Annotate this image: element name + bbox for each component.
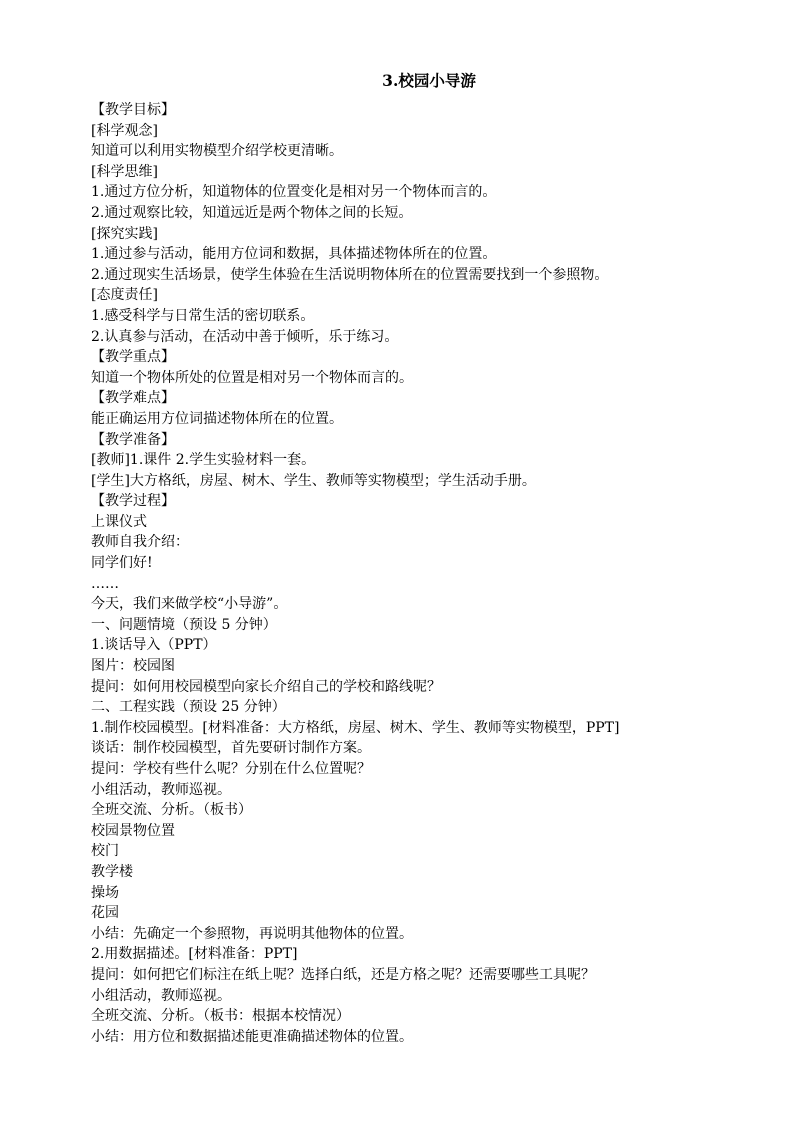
document-line: 全班交流、分析。（板书）: [91, 802, 252, 819]
document-line: 上课仪式: [91, 513, 147, 530]
document-line: 小组活动，教师巡视。: [91, 781, 231, 798]
document-line: [科学观念]: [91, 122, 158, 139]
document-line: 小结：先确定一个参照物，再说明其他物体的位置。: [91, 925, 413, 942]
document-line: [学生]大方格纸，房屋、树木、学生、教师等实物模型；学生活动手册。: [91, 472, 536, 489]
document-line: 操场: [91, 884, 119, 901]
document-line: 【教学过程】: [91, 493, 175, 510]
document-line: 校门: [91, 843, 119, 860]
document-line: 小结：用方位和数据描述能更准确描述物体的位置。: [91, 1028, 413, 1045]
document-line: [探究实践]: [91, 225, 158, 242]
document-line: 知道一个物体所处的位置是相对另一个物体而言的。: [91, 369, 413, 386]
document-line: 一、问题情境（预设 5 分钟）: [91, 616, 277, 633]
document-line: 小组活动，教师巡视。: [91, 987, 231, 1004]
document-line: 校园景物位置: [91, 822, 175, 839]
document-line: 谈话：制作校园模型，首先要研讨制作方案。: [91, 740, 371, 757]
document-line: 花园: [91, 905, 119, 922]
document-title: 3.校园小导游: [382, 71, 476, 90]
document-line: 【教学难点】: [91, 390, 175, 407]
document-line: ……: [91, 575, 119, 592]
document-line: 教学楼: [91, 863, 133, 880]
document-line: [态度责任]: [91, 287, 158, 304]
document-line: 1.通过参与活动，能用方位词和数据，具体描述物体所在的位置。: [91, 246, 497, 263]
document-line: 1.感受科学与日常生活的密切联系。: [91, 307, 315, 324]
document-line: 教师自我介绍：: [91, 534, 189, 551]
document-line: [科学思维]: [91, 163, 158, 180]
document-line: 1.制作校园模型。[材料准备：大方格纸，房屋、树木、学生、教师等实物模型，PPT]: [91, 719, 620, 736]
document-line: 提问：如何把它们标注在纸上呢？选择白纸，还是方格之呢？还需要哪些工具呢？: [91, 966, 595, 983]
document-line: 1.通过方位分析，知道物体的位置变化是相对另一个物体而言的。: [91, 184, 497, 201]
document-line: 1.谈话导入（PPT）: [91, 637, 217, 654]
document-line: 全班交流、分析。（板书：根据本校情况）: [91, 1008, 350, 1025]
document-line: 2.通过现实生活场景，使学生体验在生活说明物体所在的位置需要找到一个参照物。: [91, 266, 609, 283]
document-body: [91, 100, 721, 1047]
document-line: 提问：学校有些什么呢？分别在什么位置呢？: [91, 761, 371, 777]
document-line: 2.通过观察比较，知道远近是两个物体之间的长短。: [91, 204, 413, 221]
document-line: 二、工程实践（预设 25 分钟）: [91, 699, 286, 716]
document-line: 【教学重点】: [91, 349, 175, 366]
document-line: 2.认真参与活动，在活动中善于倾听，乐于练习。: [91, 328, 399, 345]
document-line: 图片：校园图: [91, 658, 175, 675]
document-line: 今天，我们来做学校“小导游”。: [91, 596, 288, 613]
document-line: 【教学目标】: [91, 102, 175, 118]
document-line: 【教学准备】: [91, 431, 175, 448]
document-line: 提问：如何用校园模型向家长介绍自己的学校和路线呢？: [91, 678, 441, 695]
document-line: [教师]1.课件 2.学生实验材料一套。: [91, 452, 316, 469]
document-page: [91, 70, 721, 1047]
document-line: 同学们好!: [91, 555, 153, 572]
document-line: 能正确运用方位词描述物体所在的位置。: [91, 410, 343, 427]
document-line: 2.用数据描述。[材料准备：PPT]: [91, 946, 298, 963]
document-line: 知道可以利用实物模型介绍学校更清晰。: [91, 143, 343, 160]
